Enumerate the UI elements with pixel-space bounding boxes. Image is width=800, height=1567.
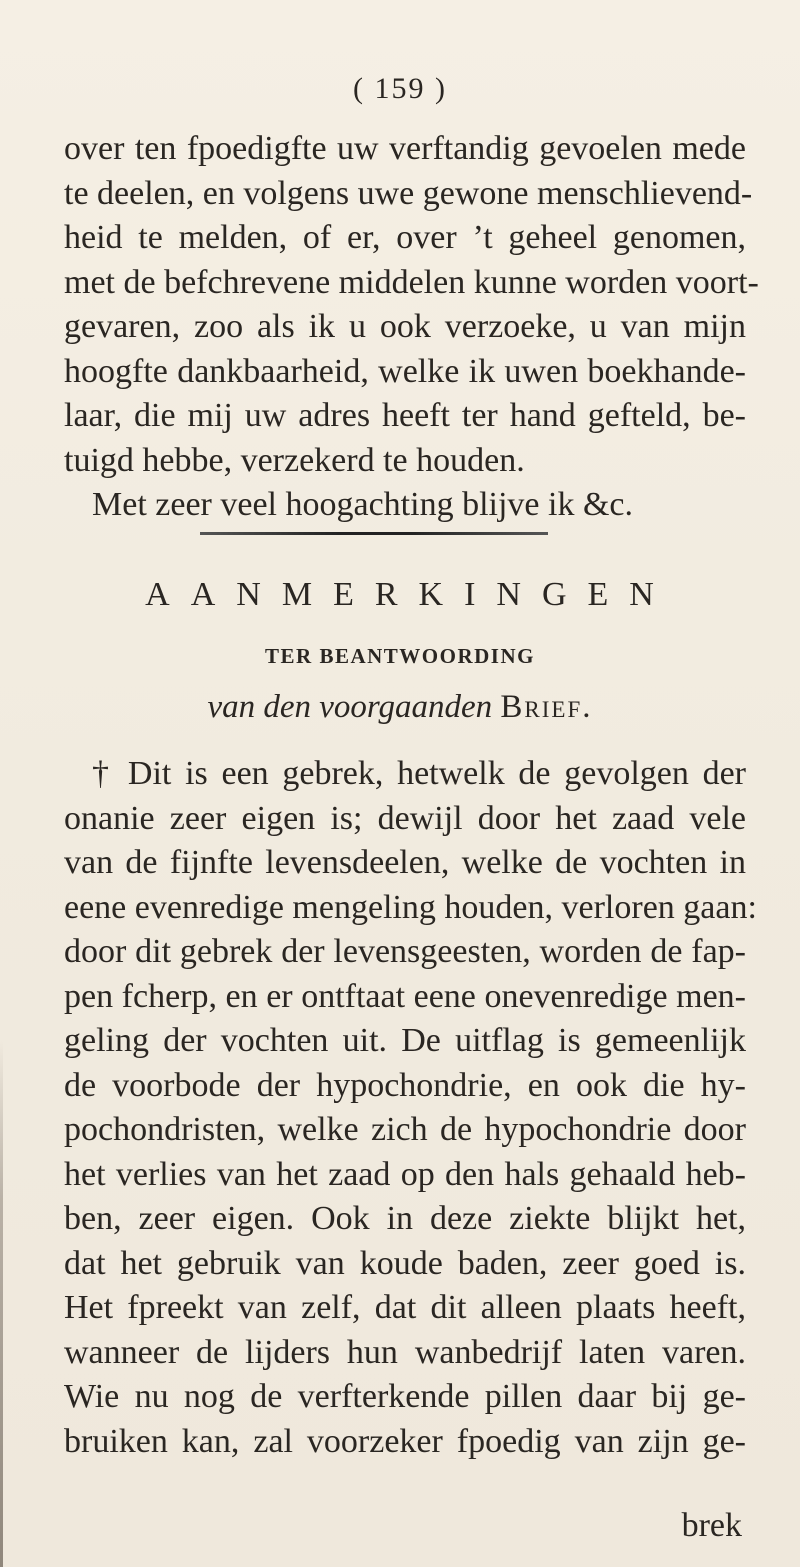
subtitle-smallcaps: Brief. [500,689,593,725]
page-edge-shadow [0,1040,3,1567]
text-line: gevaren, zoo als ik u ook verzoeke, u van mijn [64,308,746,345]
section-divider-rule [200,532,548,535]
text-line: van de fijnfte levensdeelen, welke de vochten in [64,844,746,881]
text-line: geling der vochten uit. De uitflag is gemeenlijk [64,1022,746,1059]
text-line: laar, die mij uw adres heeft ter hand gefteld, be- [64,397,746,434]
section-subheading: TER BEANTWOORDING [265,644,535,668]
text-line: het verlies van het zaad op den hals gehaald heb- [64,1155,746,1193]
text-line: wanneer de lijders hun wanbedrijf laten varen. [64,1333,746,1371]
text-line: met de befchrevene middelen kunne worden voort- [64,263,759,301]
section-heading: AANMERKINGEN [145,576,675,613]
text-line: pochondristen, welke zich de hypochondrie door [64,1111,746,1148]
subtitle-italic: van den voorgaanden [207,689,493,725]
text-line: † Dit is een gebrek, hetwelk de gevolgen der [92,755,746,792]
closing-salutation: Met zeer veel hoogachting blijve ik &c. [92,486,633,523]
text-line: over ten fpoedigfte uw verftandig gevoelen mede [64,130,746,167]
text-line: ben, zeer eigen. Ook in deze ziekte blijkt het, [64,1200,746,1237]
text-line: onanie zeer eigen is; dewijl door het zaad vele [64,799,746,837]
page-number: ( 159 ) [353,72,447,105]
text-line: pen fcherp, en er ontftaat eene onevenredige men- [64,977,746,1015]
text-line: tuigd hebbe, verzekerd te houden. [64,441,525,479]
catchword: brek [681,1507,742,1544]
text-line: heid te melden, of er, over ’t geheel genomen, [64,219,746,256]
text-line: hoogfte dankbaarheid, welke ik uwen boekhande- [64,352,746,390]
text-line: de voorbode der hypochondrie, en ook die hy- [64,1066,746,1104]
text-line: Wie nu nog de verfterkende pillen daar bij ge- [64,1378,746,1415]
text-line: door dit gebrek der levensgeesten, worden de fap- [64,933,746,970]
text-line: dat het gebruik van koude baden, zeer goed is. [64,1244,746,1282]
annotation-paragraph [64,752,757,1464]
letter-closing-paragraph [64,127,759,528]
text-line: Het fpreekt van zelf, dat dit alleen plaats heeft, [64,1289,746,1326]
text-line: te deelen, en volgens uwe gewone menschlievend- [64,174,753,212]
text-line: bruiken kan, zal voorzeker fpoedig van zijn ge- [64,1422,746,1460]
section-subtitle [0,689,800,726]
text-line: eene evenredige mengeling houden, verloren gaan: [64,888,757,926]
